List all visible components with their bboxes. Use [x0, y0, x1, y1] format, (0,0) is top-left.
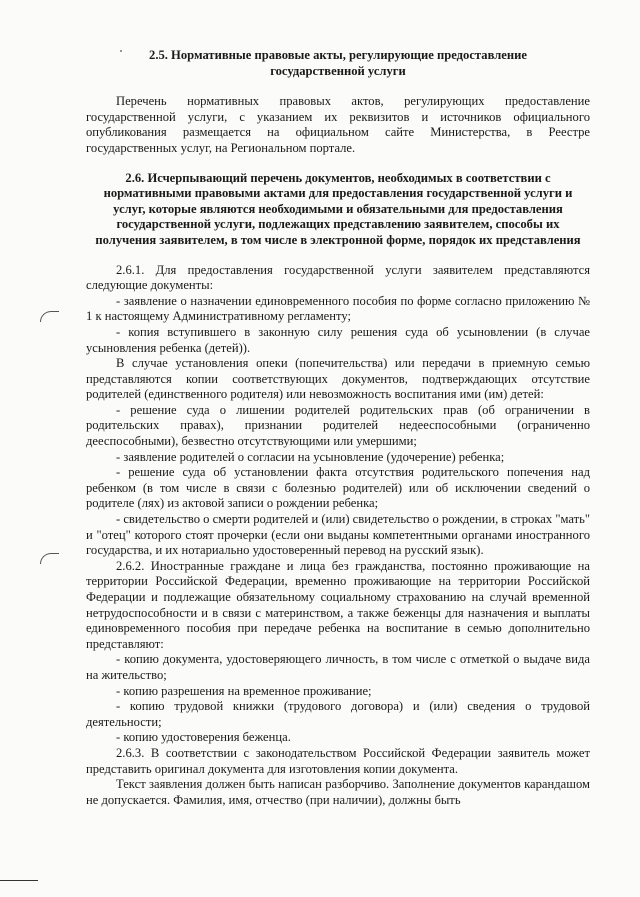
- list-item: - решение суда об установлении факта отсутствия родительского попечения над ребенком (в том числе в связи с болезнью родителей) или об исключении сведений о родителе (лях) из актовой записи о рождении ребенка;: [86, 465, 590, 511]
- margin-pencil-mark: [40, 553, 59, 564]
- document-page: [86, 48, 590, 808]
- list-item: - копия вступившего в законную силу решения суда об усыновлении (в случае усыновления ребенка (детей)).: [86, 324, 590, 355]
- list-item: - копию трудовой книжки (трудового договора) и (или) сведения о трудовой деятельности;: [86, 699, 590, 729]
- list-item: - решение суда о лишении родителей родительских прав (об ограничении в родительских правах), признании родителей недееспособными (ограниченно дееспособными), безвестно отсутствующими или умершими;: [86, 402, 590, 449]
- list-item: - копию разрешения на временное проживание;: [116, 683, 372, 698]
- paragraph-text-requirements: Текст заявления должен быть написан разборчиво. Заполнение документов карандашом не допускается. Фамилия, имя, отчество (при наличии), должны быть: [86, 777, 590, 807]
- section-2-5-title-line1: 2.5. Нормативные правовые акты, регулирующие предоставление: [149, 48, 527, 62]
- list-item: - копию документа, удостоверяющего личность, в том числе с отметкой о выдаче вида на жительство;: [86, 652, 590, 682]
- section-2-5-title-line2: государственной услуги: [270, 63, 406, 78]
- paragraph-opeka: В случае установления опеки (попечительства) или передачи в приемную семью представляются копии соответствующих документов, подтверждающих отсутствие родителей (единственного родителя) или невозможность воспитания ими (им) детей:: [86, 356, 590, 402]
- list-item: - заявление о назначении единовременного пособия по форме согласно приложению № 1 к настоящему Административному регламенту;: [86, 293, 590, 324]
- section-2-5-heading: [86, 48, 590, 79]
- paragraph-2-6-1: 2.6.1. Для предоставления государственной услуги заявителем представляются следующие документы:: [86, 262, 590, 293]
- list-item: - заявление родителей о согласии на усыновление (удочерение) ребенка;: [116, 449, 505, 464]
- section-2-6-heading: 2.6. Исчерпывающий перечень документов, необходимых в соответствии с нормативными правовыми актами для предоставления государственной услуги и услуг, которые являются необходимыми и обязательными для предоставления государственной услуги, подлежащих представлению заявителем, способы их получения заявителем, в том числе в электронной форме, порядок их представления: [95, 170, 581, 247]
- section-2-5-paragraph: Перечень нормативных правовых актов, регулирующих предоставление государственной услуги, с указанием их реквизитов и источников официального опубликования размещается на официальном сайте Министерства, в Реестре государственных услуг, на Региональном портале.: [86, 94, 590, 155]
- margin-pencil-mark: [40, 311, 59, 322]
- paragraph-2-6-2: 2.6.2. Иностранные граждане и лица без гражданства, постоянно проживающие на территории Российской Федерации, временно проживающие на территории Российской Федерации и подлежащие обязательному социальному страхованию на случай временной нетрудоспособности и в связи с материнством, а также беженцы для назначения и выплаты единовременного пособия при передаче ребенка на воспитание в семью дополнительно представляют:: [86, 558, 590, 651]
- footer-rule: [0, 880, 38, 881]
- list-item: - копию удостоверения беженца.: [116, 730, 291, 745]
- paragraph-2-6-3: 2.6.3. В соответствии с законодательством Российской Федерации заявитель может представить оригинал документа для изготовления копии документа.: [86, 745, 590, 776]
- list-item: - свидетельство о смерти родителей и (или) свидетельство о рождении, в строках "мать" и "отец" которого стоят прочерки (если они выданы компетентными органами иностранного государства, и их нотариально удостоверенный перевод на русский язык).: [86, 512, 590, 558]
